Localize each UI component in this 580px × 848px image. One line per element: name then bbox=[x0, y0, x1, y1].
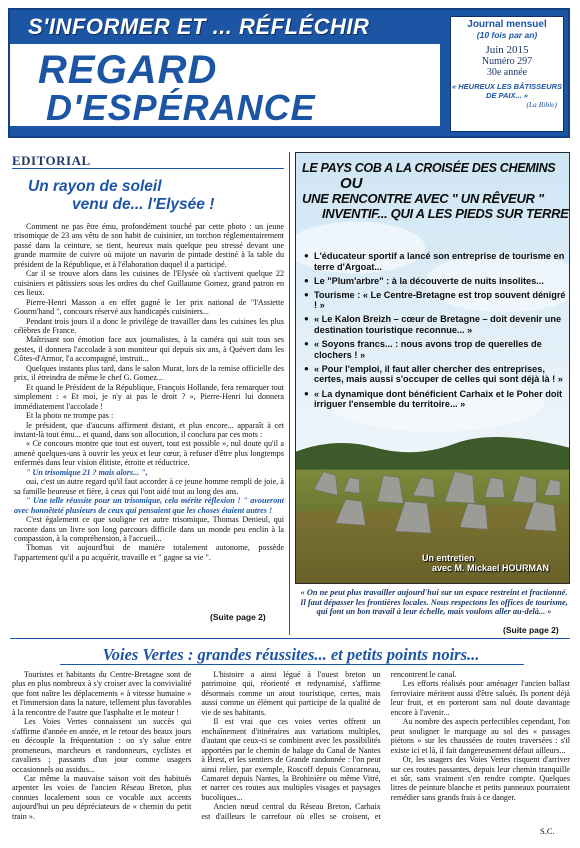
editorial-title bbox=[28, 178, 278, 214]
masthead-tagline: S'INFORMER ET ... RÉFLÉCHIR bbox=[28, 14, 370, 39]
feature-list-item: ● L'éducateur sportif a lancé son entreprise de tourisme en terre d'Argoat... bbox=[304, 251, 566, 272]
article-paragraph: Ancien nœud central du Réseau Breton, Carhaix est d'ailleurs le carrefour où elles se croisent, et rencontrent le canal. bbox=[201, 670, 457, 821]
article-title-rule bbox=[60, 664, 524, 665]
article-title: Voies Vertes : grandes réussites... et petits points noirs... bbox=[102, 645, 480, 664]
editorial-paragraph: Pierre-Henri Masson a en effet gagné le 1er prix national de "l'Assiette Gourm'hand ", concours réservé aux handicapés cuisiniers... bbox=[14, 297, 284, 317]
editorial-paragraph: Et quand le Président de la République, François Hollande, fera remarquer tout simplement : « Et moi, je n'y ai pas le droit ? », Pierre-Henri lui donnera immédiatement l'accolade ! bbox=[14, 382, 284, 411]
editorial-title-line2: venu de... l'Elysée ! bbox=[72, 196, 215, 213]
column-divider bbox=[289, 152, 290, 635]
feature-list-item: ● Le "Plum'arbre" : à la découverte de nuits insolites... bbox=[304, 276, 566, 287]
feature-continued: (Suite page 2) bbox=[503, 625, 559, 635]
section-divider bbox=[10, 638, 570, 639]
masthead-title-line2: D'ESPÉRANCE bbox=[46, 87, 316, 128]
feature-list bbox=[304, 251, 566, 413]
article-paragraph: Les efforts réalisés pour aménager l'ancien ballast ferroviaire méritent aussi d'être salués. Ils portent déjà leur fruit, et en porteront sans nul doute davantage encore à l'avenir... bbox=[390, 679, 570, 717]
article-paragraph: L'histoire a ainsi légué à l'ouest breton un patrimoine qui, réorienté et redynamisé, s'affirme désormais comme un atout touristique, certes, mais aussi comme un élément qui participe de la qualité de vie de ses habitants. bbox=[201, 670, 381, 717]
editorial-paragraph: Quelques instants plus tard, dans le salon Murat, lors de la remise officielle des prix, il étreindra de même le chef G. Gomez... bbox=[14, 363, 284, 383]
masthead bbox=[8, 8, 570, 138]
feature-list-item: ● « Soyons francs... : nous avons trop de querelles de clochers ! » bbox=[304, 339, 566, 360]
feature-headline-line1: LE PAYS COB A LA CROISÉE DES CHEMINS bbox=[302, 161, 556, 175]
issue-motto-source: (La Bible) bbox=[526, 100, 557, 109]
editorial-body bbox=[14, 222, 284, 612]
issue-type: Journal mensuel bbox=[467, 19, 547, 30]
editorial-quote: " Une telle réussite pour un trisomique, cela mérite réflexion ! " avoueront avec honnêteté plusieurs de ceux qui pensaient que les choses étaient autres ! bbox=[14, 496, 284, 515]
feature-list-item: ● « Le Kalon Breizh – cœur de Bretagne – doit devenir une destination touristique reconnue... » bbox=[304, 314, 566, 335]
editorial-paragraph: Comment ne pas être ému, profondément touché par cette photo : un jeune trisomique de 23 ans vêtu de son habit de cuisinier, un torchon réglementairement passé dans la ceinture, se tient, heureux mais quelque peu stressé devant une grande marmite de cuivre où mijote un navarin de pintade destiné à la table du président de la République, et à l'élaboration duquel il a participé. bbox=[14, 222, 284, 269]
article-paragraph: Les Voies Vertes connaissent un succès qui s'affirme d'année en année, et le retour des beaux jours en découple la fréquentation : on s'y salue entre promeneurs, marcheurs et randonneurs, cyclistes et cavaliers ; passants d'un jour comme usagers occasionnels ou assidus... bbox=[12, 717, 192, 774]
editorial-paragraph: Thomas vit aujourd'hui de manière totalement autonome, possède l'appartement qu'il a pu acquérir, travaille et " gagne sa vie ". bbox=[14, 543, 284, 562]
editorial-paragraph: Pendant trois jours il a donc le privilège de travailler dans les cuisines les plus célèbres de France. bbox=[14, 316, 284, 335]
editorial-paragraph: Et la photo ne trompe pas : bbox=[26, 411, 114, 421]
feature-headline-line2: OU bbox=[340, 175, 363, 192]
issue-number: Numéro 297 bbox=[481, 56, 533, 67]
feature-list-item: ● « La dynamique dont bénéficient Carhaix et le Poher doit irriguer l'ensemble du territoire... » bbox=[304, 389, 566, 410]
feature-box bbox=[295, 152, 570, 584]
editorial-paragraph: C'est également ce que souligne cet autre trisomique, Thomas Denieul, qui raconte dans un livre son long parcours difficile dans un monde peu enclin à la compassion, à la compréhension, à l'accueil... bbox=[14, 515, 284, 543]
feature-list-item: ● « Pour l'emploi, il faut aller chercher des entreprises, certes, mais aussi s'occuper de celles qui sont déjà là ! » bbox=[304, 364, 566, 385]
editorial-rule bbox=[12, 168, 284, 169]
feature-interview-credit bbox=[422, 553, 549, 573]
feature-caption: « On ne peut plus travailler aujourd'hui sur un espace restreint et fractionné. Il faut dépasser les frontières locales. Nous respectons les offices de tourisme, qui font un bon travail à leur échelle, mais voulons aller au-delà... » bbox=[300, 588, 568, 617]
editorial-paragraph: Car il se trouve alors dans les cuisines de l'Elysée où s'activent quelque 22 cuisiniers et pâtissiers sous les ordres du chef Guillaume Gomez, grand patron en ces lieux. bbox=[14, 269, 284, 298]
feature-headline-line3: UNE RENCONTRE AVEC " UN RÊVEUR " bbox=[302, 191, 544, 206]
editorial-paragraph: oui, c'est un autre regard qu'il faut accorder à ce jeune homme rempli de joie, à sa famille heureuse et fière, à ceux qui l'ont aidé tout au long des ans. bbox=[14, 477, 284, 496]
feature-credit-line1: Un entretien bbox=[422, 553, 475, 563]
editorial-paragraph: le président, que d'aucuns affirment distant, et plus encore... apparaît à cet instant-là tout ému... et quand, dans son allocution, il conclura par ces mots : bbox=[14, 420, 284, 439]
issue-info-box bbox=[450, 16, 564, 132]
article-paragraph: Il est vrai que ces voies vertes offrent un enchaînement d'itinéraires aux variations multiples, d'autant que ceux-ci se combinent avec les possibilités apportées par le chemin de halage du Canal de Nantes à Brest, et les sentiers de Grande randonnée : l'on peut ainsi relier, par exemple, Roscoff depuis Concarneau, Camaret depuis Nantes, la Brohinière ou même Vitré, et narrer ces routes aux multiples visages et paysages bucoliques... bbox=[201, 717, 381, 802]
masthead-title-line1: REGARD bbox=[38, 48, 218, 92]
editorial-paragraph: Maîtrisant son émotion face aux journalistes, à la caméra qui suit tous ses gestes, il donnera l'accolade à son moniteur qui depuis six ans, à Quévert dans les Côtes-d'Armor, l'a accompagné, instruit... bbox=[14, 335, 284, 364]
feature-list-item: ● Tourisme : « Le Centre-Bretagne est trop souvent dénigré ! » bbox=[304, 290, 566, 311]
issue-frequency: (10 fois par an) bbox=[476, 30, 538, 40]
editorial-title-line1: Un rayon de soleil bbox=[28, 178, 162, 195]
editorial-label: EDITORIAL bbox=[12, 153, 91, 168]
issue-date: Juin 2015 bbox=[485, 44, 529, 56]
editorial-paragraph: « Ce concours montre que tout est ouvert, tout est possible », nul doute qu'il a amené quelques-uns à ouvrir les yeux et leur cœur, à refuser d'être plus longtemps enfermés dans leur vision élitiste, étroite et réductrice. bbox=[14, 439, 284, 468]
feature-headline-line4: INVENTIF... QUI A LES PIEDS SUR TERRE bbox=[322, 206, 569, 221]
article-paragraph: Or, les usagers des Voies Vertes risquent d'arriver sur ces routes passantes, depuis leur chemin tranquille et sûr, sans vraiment s'en rendre compte. Quelques litres de peinture blanche et petits panneaux pourraient remédier sans grands frais à ce danger. bbox=[390, 755, 570, 802]
article-paragraph: Touristes et habitants du Centre-Bretagne sont de plus en plus nombreux à s'y croiser avec la convivialité que font naître les déplacements « à vitesse humaine » et l'immersion dans la nature, tellement plus favorables à la rencontre de l'autre que l'asphalte et le moteur ! bbox=[12, 670, 192, 717]
article-body bbox=[12, 670, 570, 836]
article-paragraph: Au nombre des aspects perfectibles cependant, l'on peut souligner le marquage au sol des « passages piétons » sur les chaussées de routes traversées : s'il existe ici et là, il fait dangereusement défaut ailleurs... bbox=[390, 717, 570, 755]
issue-motto: « HEUREUX LES BÂTISSEURS DE PAIX... » bbox=[451, 82, 563, 100]
issue-year: 30e année bbox=[486, 67, 528, 78]
feature-headline bbox=[302, 161, 567, 221]
editorial-continued: (Suite page 2) bbox=[210, 612, 266, 622]
article-signature: S.C. bbox=[540, 826, 555, 836]
feature-credit-line2: avec M. Mickael HOURMAN bbox=[432, 563, 550, 573]
article-paragraph: Car même la mauvaise saison voit des habitués arpenter les voies de l'ancien Réseau Breton, plus connues localement sous ce vocable aux accents aujourd'hui un peu dépréciateurs de « chemin du petit train ». bbox=[12, 773, 192, 821]
editorial-quote: " Un trisomique 21 ? mais alors... ", bbox=[26, 467, 148, 477]
